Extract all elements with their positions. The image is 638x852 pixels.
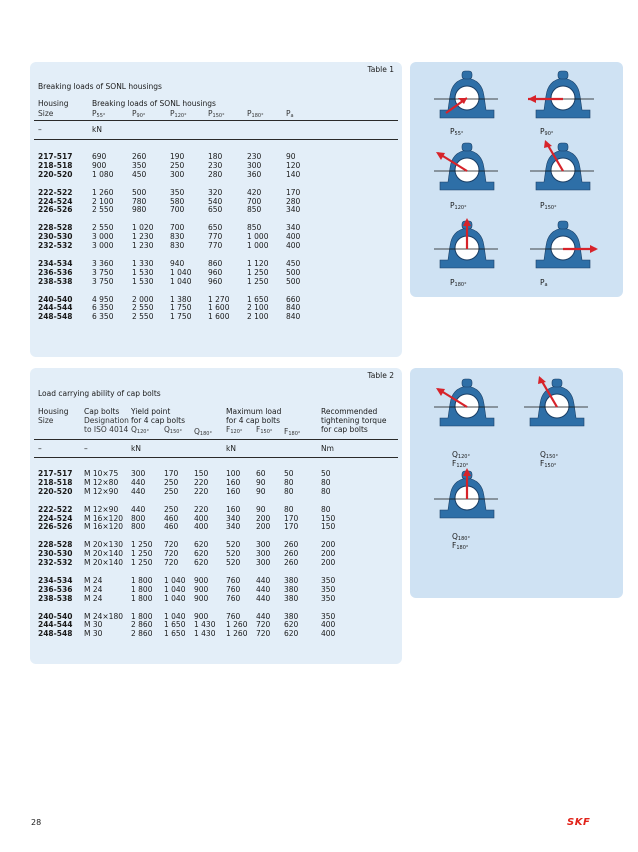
- table-label: Table 1: [367, 65, 394, 74]
- housing-p120-diagram: [432, 140, 502, 202]
- unit-kn: kN: [92, 125, 102, 134]
- header-designation: Designation: [84, 416, 129, 425]
- f120-column: 100 160 160 160 340 340 520 520 520 760 760 760 760 1 260 1 260: [226, 469, 248, 639]
- label-p180: $P_{180^\circ}$: [450, 278, 467, 288]
- header-f180: $F_{180^\circ}$: [284, 427, 301, 437]
- header-cap-bolts: Cap bolts: [84, 407, 120, 416]
- housing-q180-diagram: [432, 468, 502, 530]
- page-number: 28: [31, 818, 42, 827]
- housing-q150-diagram: [522, 376, 592, 438]
- header-q150: $Q_{150^\circ}$: [164, 425, 182, 435]
- f150-column: 60 90 90 90 200 200 300 300 300 440 440 440 440 720 720: [256, 469, 271, 639]
- header-housing: Housing: [38, 99, 69, 108]
- table-label: Table 2: [367, 371, 394, 380]
- p120-column: 190 250 300 350 580 700 700 830 830 940 1 040 1 040 1 380 1 750 1 750: [170, 152, 192, 322]
- header-breaking-loads: Breaking loads of SONL housings: [92, 99, 216, 108]
- header-for-cap-bolts: for cap bolts: [321, 425, 368, 434]
- header-recommended: Recommended: [321, 407, 378, 416]
- label-q150: $Q_{150^\circ}$: [540, 450, 558, 460]
- unit-dash-housing: –: [38, 444, 42, 453]
- header-f120: $F_{120^\circ}$: [226, 425, 243, 435]
- pa-column: 90 120 140 170 280 340 340 400 400 450 500 500 660 840 840: [286, 152, 301, 322]
- header-maximum-load: Maximum load: [226, 407, 282, 416]
- header-p55: $P_{55^\circ}$: [92, 109, 106, 119]
- label-q120: $Q_{120^\circ}$: [452, 450, 470, 460]
- header-rule: [34, 439, 398, 440]
- housing-p90-diagram: [528, 68, 598, 130]
- label-f180: $F_{180^\circ}$: [452, 541, 469, 551]
- unit-rule: [34, 139, 398, 140]
- header-housing: Housing: [38, 407, 69, 416]
- header-size: Size: [38, 416, 54, 425]
- table-2-panel: [30, 368, 402, 664]
- housing-q120-diagram: [432, 376, 502, 438]
- header-rule: [34, 120, 398, 121]
- q150-column: 170 250 250 250 460 460 720 720 720 1 040 1 040 1 040 1 040 1 650 1 650: [164, 469, 186, 639]
- unit-rule: [34, 457, 398, 458]
- unit-kn-yield: kN: [131, 444, 141, 453]
- label-p150: $P_{150^\circ}$: [540, 201, 557, 211]
- label-p90: $P_{90^\circ}$: [540, 127, 554, 137]
- p55-column: 690 900 1 080 1 260 2 100 2 550 2 550 3 000 3 000 3 360 3 750 3 750 4 950 6 350 6 350: [92, 152, 114, 322]
- q120-column: 300 440 440 440 800 800 1 250 1 250 1 250 1 800 1 800 1 800 1 800 2 860 2 860: [131, 469, 153, 639]
- label-p55: $P_{55^\circ}$: [450, 127, 464, 137]
- header-f150: $F_{150^\circ}$: [256, 425, 273, 435]
- housing-pa-diagram: [528, 218, 598, 280]
- p180-column: 230 300 360 420 700 850 850 1 000 1 000 1 120 1 250 1 250 1 650 2 100 2 100: [247, 152, 269, 322]
- p90-column: 260 350 450 500 780 980 1 020 1 230 1 230 1 330 1 530 1 530 2 000 2 550 2 550: [132, 152, 154, 322]
- cap-bolt-designation-column: M 10×75 M 12×80 M 12×90 M 12×90 M 16×120 M 16×120 M 20×130 M 20×140 M 20×140 M 24 M 24 M 24 M 24×180 M 30 M 30: [84, 469, 123, 639]
- label-pa: $P_a$: [540, 278, 548, 288]
- skf-logo: SKF: [567, 817, 591, 828]
- header-q120: $Q_{120^\circ}$: [131, 425, 149, 435]
- unit-dash-bolts: –: [84, 444, 88, 453]
- unit-nm: Nm: [321, 444, 334, 453]
- torque-column: 50 80 80 80 150 150 200 200 200 350 350 350 350 400 400: [321, 469, 336, 639]
- header-maximum-load-sub: for 4 cap bolts: [226, 416, 280, 425]
- label-q180: $Q_{180^\circ}$: [452, 532, 470, 542]
- unit-dash: –: [38, 125, 42, 134]
- header-size: Size: [38, 109, 54, 118]
- p150-column: 180 230 280 320 540 650 650 770 770 860 960 960 1 270 1 600 1 600: [208, 152, 230, 322]
- label-f150: $F_{150^\circ}$: [540, 459, 557, 469]
- header-pa: $P_a$: [286, 109, 294, 119]
- label-p120: $P_{120^\circ}$: [450, 201, 467, 211]
- label-f120: $F_{120^\circ}$: [452, 459, 469, 469]
- load-direction-figure-2: [410, 368, 623, 598]
- header-q180: $Q_{180^\circ}$: [194, 427, 212, 437]
- q180-column: 150 220 220 220 400 400 620 620 620 900 900 900 900 1 430 1 430: [194, 469, 216, 639]
- housing-size-column: 217-517 218-518 220-520 222-522 224-524 226-526 228-528 230-530 232-532 234-534 236-536 238-538 240-540 244-544 248-548: [38, 469, 73, 639]
- header-p180: $P_{180^\circ}$: [247, 109, 264, 119]
- header-p90: $P_{90^\circ}$: [132, 109, 146, 119]
- header-p120: $P_{120^\circ}$: [170, 109, 187, 119]
- table-title: Load carrying ability of cap bolts: [38, 389, 161, 398]
- header-yield-point: Yield point: [131, 407, 171, 416]
- table-title: Breaking loads of SONL housings: [38, 82, 162, 91]
- f180-column: 50 80 80 80 170 170 260 260 260 380 380 380 380 620 620: [284, 469, 299, 639]
- load-direction-figure-1: [410, 62, 623, 297]
- housing-size-column: 217-517 218-518 220-520 222-522 224-524 226-526 228-528 230-530 232-532 234-534 236-536 238-538 240-540 244-544 248-548: [38, 152, 73, 322]
- header-tightening-torque: tightening torque: [321, 416, 387, 425]
- header-p150: $P_{150^\circ}$: [208, 109, 225, 119]
- header-yield-point-sub: for 4 cap bolts: [131, 416, 185, 425]
- housing-p180-diagram: [432, 218, 502, 280]
- unit-kn-maxload: kN: [226, 444, 236, 453]
- housing-p55-diagram: [432, 68, 502, 130]
- housing-p150-diagram: [528, 140, 598, 202]
- table-1-panel: [30, 62, 402, 357]
- header-iso: to ISO 4014: [84, 425, 129, 434]
